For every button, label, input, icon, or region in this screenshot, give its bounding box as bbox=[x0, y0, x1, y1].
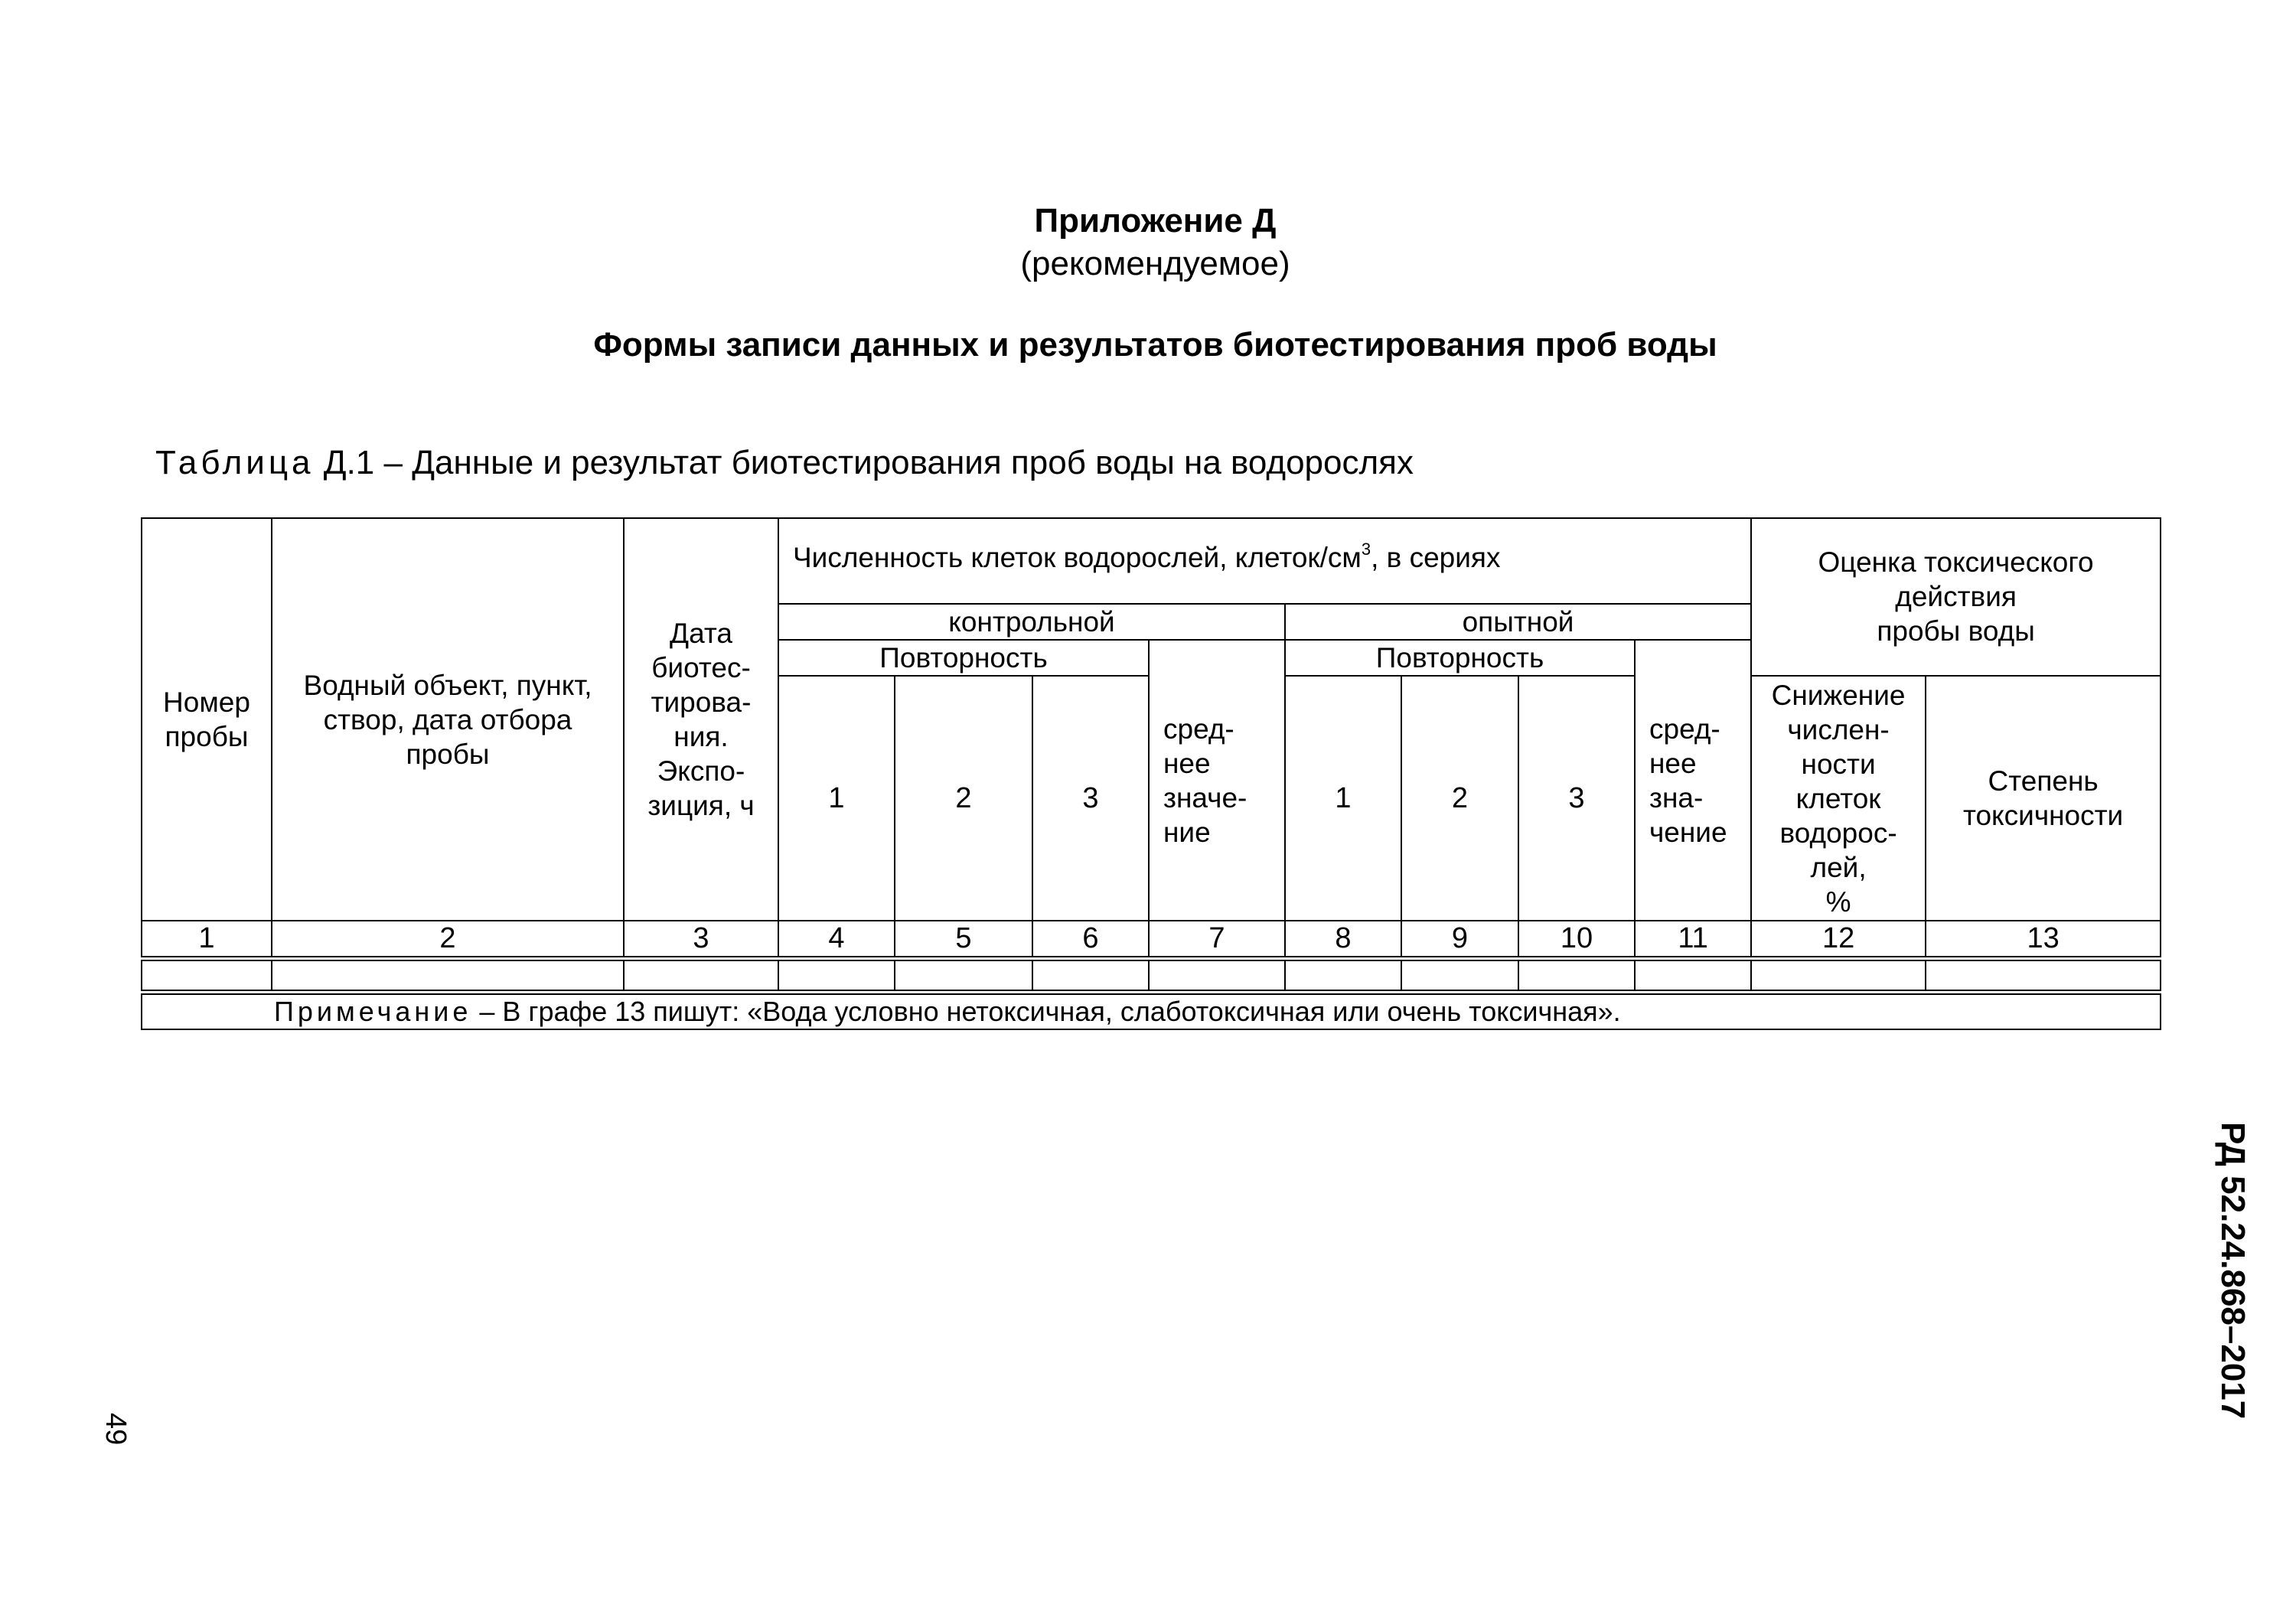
empty-cell bbox=[1926, 959, 2161, 993]
header-rep-test-2: 2 bbox=[1401, 676, 1518, 921]
empty-cell bbox=[142, 959, 272, 993]
column-number-row bbox=[142, 921, 2161, 959]
appendix-title: Приложение Д bbox=[1034, 202, 1277, 240]
header-mean-test: сред- нее зна- чение bbox=[1635, 640, 1751, 921]
header-toxicity-degree: Степень токсичности bbox=[1926, 676, 2161, 921]
header-series-test: опытной bbox=[1285, 604, 1751, 640]
empty-cell bbox=[1635, 959, 1751, 993]
column-number: 7 bbox=[1149, 921, 1285, 959]
header-test-date: Дата биотес- тирова- ния. Экспо- зиция, ч bbox=[624, 518, 778, 921]
header-rep-test-1: 1 bbox=[1285, 676, 1401, 921]
column-number: 11 bbox=[1635, 921, 1751, 959]
column-number: 10 bbox=[1518, 921, 1635, 959]
header-sample-number: Номер пробы bbox=[142, 518, 272, 921]
header-mean-control: сред- нее значе- ние bbox=[1149, 640, 1285, 921]
column-number: 5 bbox=[895, 921, 1032, 959]
empty-cell bbox=[1149, 959, 1285, 993]
header-repetition-control: Повторность bbox=[778, 640, 1149, 676]
column-number: 13 bbox=[1926, 921, 2161, 959]
header-cell-count-group: Численность клеток водорослей, клеток/$см^3$, в сериях bbox=[778, 518, 1751, 604]
document-code: РД 52.24.868–2017 bbox=[2214, 1122, 2252, 1420]
header-rep-control-1: 1 bbox=[778, 676, 895, 921]
empty-cell bbox=[895, 959, 1032, 993]
appendix-status: (рекомендуемое) bbox=[1020, 245, 1290, 282]
column-number: 6 bbox=[1032, 921, 1149, 959]
note-text: – В графе 13 пишут: «Вода условно нетоксичная, слаботоксичная или очень токсичная». bbox=[471, 996, 1621, 1027]
table-caption-prefix: Таблица bbox=[155, 444, 315, 481]
page-number: 49 bbox=[99, 1413, 132, 1446]
column-number: 1 bbox=[142, 921, 272, 959]
empty-data-row bbox=[142, 959, 2161, 993]
empty-cell bbox=[1401, 959, 1518, 993]
forms-title: Формы записи данных и результатов биотестирования проб воды bbox=[593, 326, 1717, 364]
header-reduction-percent: Снижение числен- ности клеток водорос- лей, % bbox=[1751, 676, 1926, 921]
table-caption-label: Д.1 bbox=[323, 444, 375, 481]
column-number: 9 bbox=[1401, 921, 1518, 959]
header-rep-control-3: 3 bbox=[1032, 676, 1149, 921]
column-number: 8 bbox=[1285, 921, 1401, 959]
column-number: 2 bbox=[272, 921, 624, 959]
header-assessment-group: Оценка токсического действия пробы воды bbox=[1751, 518, 2161, 676]
column-number: 3 bbox=[624, 921, 778, 959]
empty-cell bbox=[778, 959, 895, 993]
data-table bbox=[141, 517, 2161, 1030]
header-repetition-test: Повторность bbox=[1285, 640, 1635, 676]
header-series-control: контрольной bbox=[778, 604, 1285, 640]
table-caption-text: – Данные и результат биотестирования проб воды на водорослях bbox=[383, 444, 1414, 481]
empty-cell bbox=[1285, 959, 1401, 993]
header-rep-control-2: 2 bbox=[895, 676, 1032, 921]
empty-cell bbox=[1751, 959, 1926, 993]
header-rep-test-3: 3 bbox=[1518, 676, 1635, 921]
note-label: Примечание bbox=[274, 996, 472, 1027]
column-number: 4 bbox=[778, 921, 895, 959]
empty-cell bbox=[624, 959, 778, 993]
table-caption bbox=[155, 442, 1414, 484]
empty-cell bbox=[1032, 959, 1149, 993]
column-number: 12 bbox=[1751, 921, 1926, 959]
table-note bbox=[142, 993, 2161, 1030]
empty-cell bbox=[1518, 959, 1635, 993]
empty-cell bbox=[272, 959, 624, 993]
header-water-object: Водный объект, пункт, створ, дата отбора пробы bbox=[272, 518, 624, 921]
